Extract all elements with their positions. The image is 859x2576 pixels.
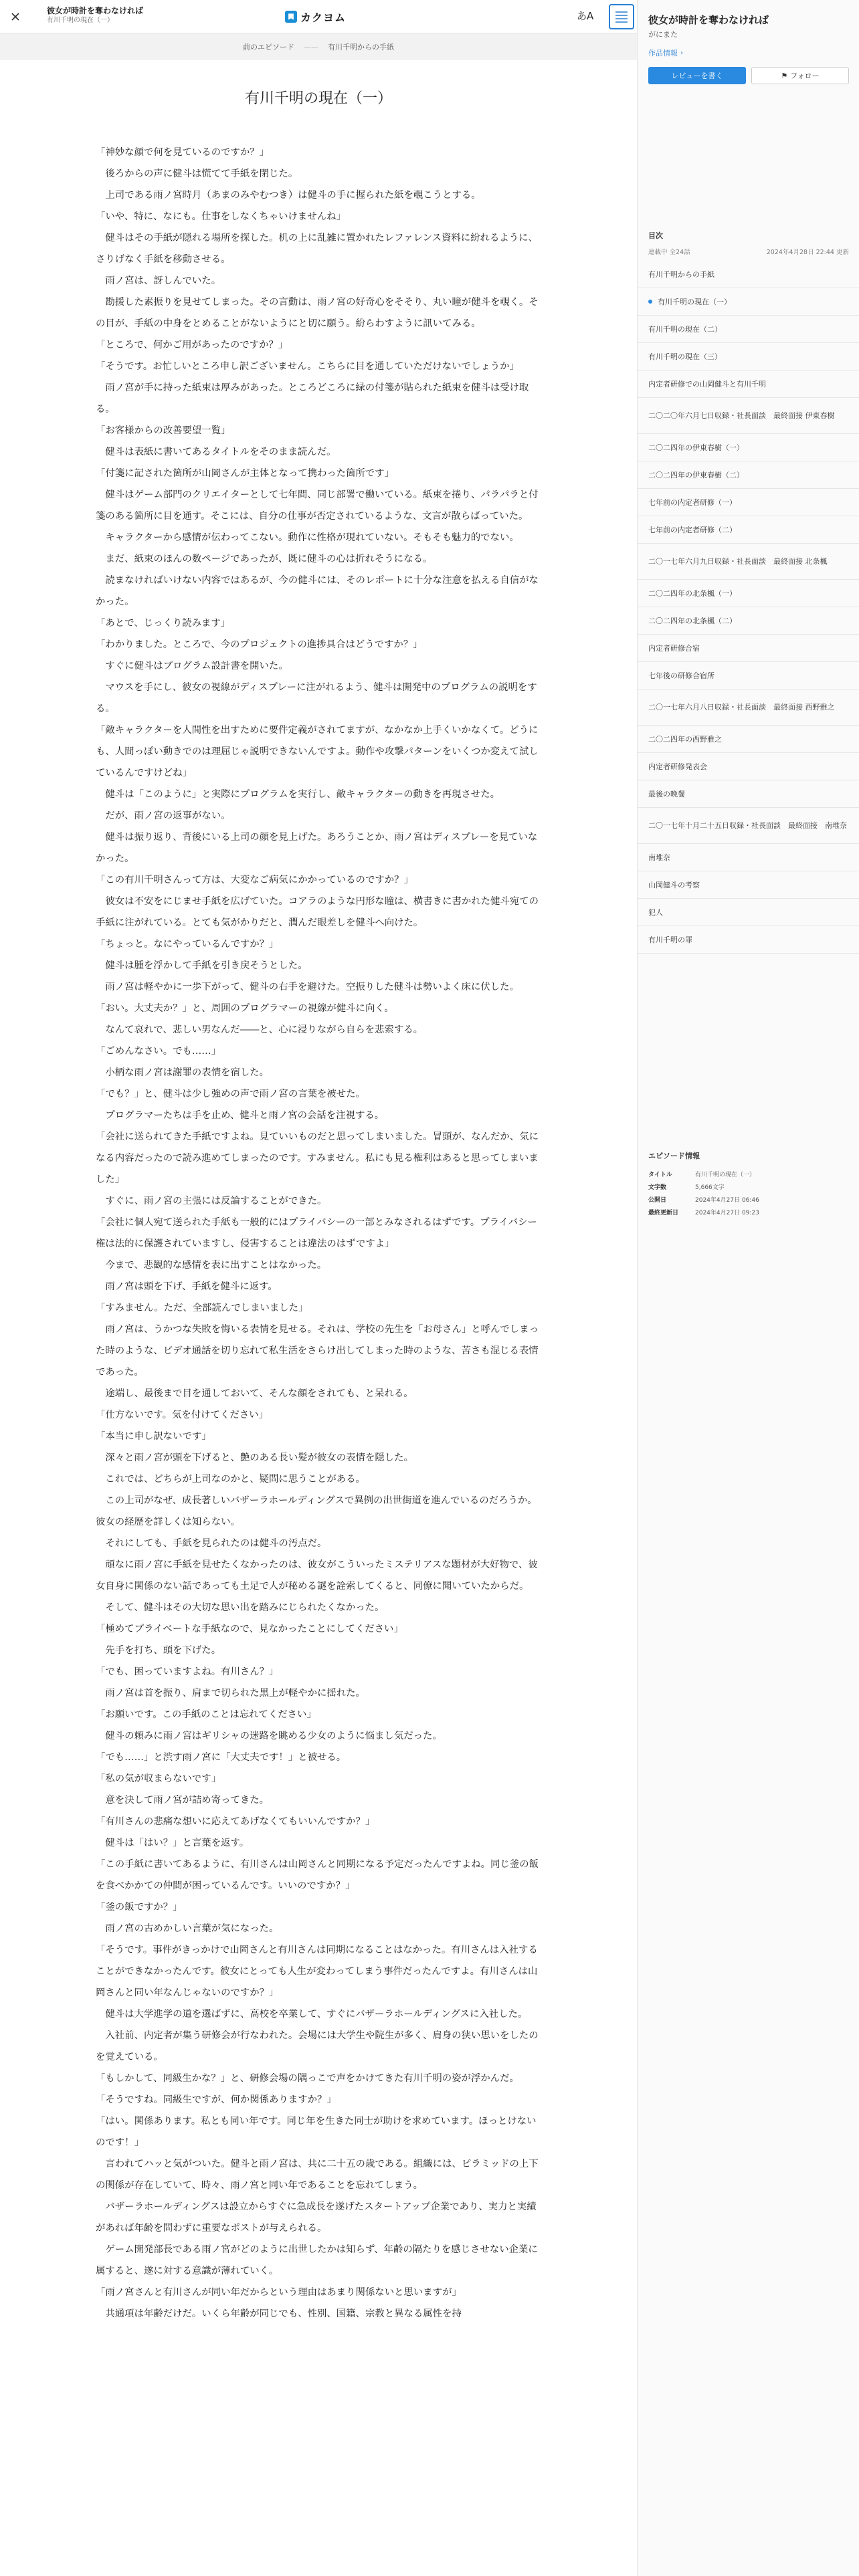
paragraph: 小柄な雨ノ宮は謝罪の表情を宿した。 bbox=[96, 1067, 270, 1078]
paragraph: 深々と雨ノ宮が頭を下げると、艶のある長い髪が彼女の表情を隠した。 bbox=[96, 1453, 413, 1463]
toc-item-label: 有川千明の現在（二） bbox=[648, 324, 722, 334]
paragraph: なんて哀れで、悲しい男なんだ――と、心に浸りながら自らを悲索する。 bbox=[96, 1025, 423, 1035]
paragraph: 「釜の飯ですか？」 bbox=[96, 1902, 183, 1913]
bookmark-icon: ⚑ bbox=[781, 71, 788, 80]
episode-info-key: 文字数 bbox=[648, 1184, 667, 1191]
paragraph: 「はい。関係あります。私とも同い年です。同じ年を生きた同士が助けを求めています。ほっとけないのです！」 bbox=[96, 2116, 537, 2148]
paragraph: 今まで、悲観的な感情を表に出すことはなかった。 bbox=[96, 1260, 327, 1271]
top-header bbox=[0, 0, 637, 33]
toc-updated: 2024年4月28日 22:44 更新 bbox=[766, 249, 849, 256]
toc-item[interactable] bbox=[638, 635, 859, 662]
episode-body bbox=[0, 60, 637, 2576]
site-logo[interactable] bbox=[285, 9, 346, 24]
paragraph: すぐに、雨ノ宮の主張には反論することができた。 bbox=[96, 1196, 327, 1206]
sidebar-work-title[interactable]: 彼女が時計を奪わなければ bbox=[648, 14, 769, 26]
paragraph: 意を決して雨ノ宮が詰め寄ってきた。 bbox=[96, 1795, 270, 1806]
current-episode-dot-icon bbox=[648, 300, 652, 304]
paragraph: 健斗の頼みに雨ノ宮はギリシャの迷路を眺める少女のように悩まし気だった。 bbox=[96, 1731, 442, 1741]
paragraph: 「もしかして、同級生かな？」と、研修会場の隅っこで声をかけてきた有川千明の姿が浮かんだ。 bbox=[96, 2073, 519, 2084]
paragraph: 健斗は大学進学の道を選ばずに、高校を卒業して、すぐにバザーラホールディングスに入社した。 bbox=[96, 2009, 528, 2020]
toc-item[interactable] bbox=[638, 844, 859, 871]
episode-info-value: 有川千明の現在（一） bbox=[695, 1172, 756, 1178]
header-work-info[interactable] bbox=[47, 6, 221, 25]
paragraph: そして、健斗はその大切な思い出を踏みにじられたくなかった。 bbox=[96, 1602, 385, 1613]
paragraph: 「この手紙に書いてあるように、有川さんは山岡さんと同期になる予定だったんですよね。同じ釜の飯を食べかかての仲間が困っているんです。いいのですか？」 bbox=[96, 1859, 539, 1891]
paragraph: 雨ノ宮は首を振り、肩まで切られた黒上が軽やかに揺れた。 bbox=[96, 1688, 365, 1699]
episode-info-row bbox=[648, 1169, 849, 1182]
paragraph: 「お願いです。この手紙のことは忘れてください」 bbox=[96, 1709, 316, 1720]
toc-item[interactable] bbox=[638, 808, 859, 844]
logo-text: カクヨム bbox=[300, 11, 347, 24]
toc-item[interactable] bbox=[638, 398, 859, 434]
paragraph: 雨ノ宮は、うかつな失敗を悔いる表情を見せる。それは、学校の先生を「お母さん」と呼んでしまった時のような、ビデオ通話を切り忘れて私生活をさらけ出してしまった時のような、苦さも混じる表情であった。 bbox=[96, 1324, 539, 1378]
sidebar bbox=[637, 0, 859, 2576]
episode-info-key: 最終更新日 bbox=[648, 1210, 679, 1216]
episode-info-row bbox=[648, 1207, 849, 1220]
toc-item-label: 有川千明の現在（一） bbox=[658, 297, 731, 306]
paragraph: だが、雨ノ宮の返事がない。 bbox=[96, 811, 231, 821]
paragraph: 雨ノ宮は、訝しんでいた。 bbox=[96, 276, 221, 286]
paragraph: 健斗は「はい？」と言葉を返す。 bbox=[96, 1838, 250, 1848]
paragraph: 共通項は年齢だけだ。いくら年齢が同じでも、性別、国籍、宗教と異なる属性を持 bbox=[96, 2309, 462, 2319]
paragraph: 「有川さんの悲痛な想いに応えてあげなくてもいいんですか？」 bbox=[96, 1816, 375, 1827]
menu-button[interactable] bbox=[7, 8, 24, 25]
paragraph: 「この有川千明さんって方は、大変なご病気にかかっているのですか？」 bbox=[96, 875, 413, 885]
paragraph: 「敵キャラクターを人間性を出すために要件定義がされてますが、なかなか上手くいかなくて。どうにも、人間っぽい動きでのは理屈じゃ説明できないんですよ。動作や攻撃パターンをいくつか変えて試しているんですけどね」 bbox=[96, 725, 539, 778]
prev-episode-title-link[interactable]: 有川千明からの手紙 bbox=[328, 43, 394, 51]
toc-item-label: 二〇二四年の伊東春樹（二） bbox=[648, 470, 744, 479]
toc-item-label: 最後の晩餐 bbox=[648, 789, 685, 798]
paragraph: 先手を打ち、頭を下げた。 bbox=[96, 1645, 221, 1656]
toc-item-label: 二〇二〇年六月七日収録・社長面談 最終面接 伊東春樹 bbox=[648, 411, 835, 420]
paragraph: 「ごめんなさい。でも……」 bbox=[96, 1046, 221, 1057]
paragraph: 「会社に送られてきた手紙ですよね。見ていいものだと思ってしまいました。冒頭が、なんだか、気になる内容だったので読み進めてしまったのです。すみません。私にも見る権利はあると思ってしまいました」 bbox=[96, 1132, 539, 1185]
episode-info-value: 2024年4月27日 06:46 bbox=[695, 1197, 759, 1204]
sidebar-actions bbox=[648, 67, 849, 84]
toc-item[interactable] bbox=[638, 370, 859, 398]
toc-item-label: 内定者研修合宿 bbox=[648, 643, 700, 653]
episode-info-table bbox=[648, 1169, 849, 1220]
paragraph: 健斗は表紙に書いてあるタイトルをそのまま読んだ。 bbox=[96, 447, 337, 457]
toc-item[interactable] bbox=[638, 516, 859, 544]
chevron-right-icon: › bbox=[680, 49, 683, 57]
paragraph: 「いや、特に、なにも。仕事をしなくちゃいけませんね」 bbox=[96, 211, 346, 222]
paragraph: 健斗は振り返り、背後にいる上司の顔を見上げた。あろうことか、雨ノ宮はディスプレーを見ていなかった。 bbox=[96, 832, 538, 864]
paragraph: まだ、紙束のほんの数ページであったが、既に健斗の心は折れそうになる。 bbox=[96, 554, 433, 564]
paragraph: 彼女は不安をにじませ手紙を広げていた。コアラのような円形な瞳は、横書きに書かれた健斗宛ての手紙に注がれている。とても気がかりだと、潤んだ眼差しを健斗へ向けた。 bbox=[96, 896, 539, 928]
toc-item-label: 七年前の内定者研修（一） bbox=[648, 498, 737, 507]
episode-info-row bbox=[648, 1194, 849, 1207]
paragraph: マウスを手にし、彼女の視線がディスプレーに注がれるよう、健斗は開発中のプログラムの説明をする。 bbox=[96, 682, 537, 714]
toc-item[interactable] bbox=[638, 926, 859, 954]
toc-item-label: 有川千明からの手紙 bbox=[648, 270, 714, 279]
episode-info-key: タイトル bbox=[648, 1172, 672, 1178]
episode-text bbox=[96, 142, 541, 2325]
toc-item-label: 有川千明の罪 bbox=[648, 935, 692, 944]
toc-item[interactable] bbox=[638, 461, 859, 489]
sidebar-work-header bbox=[648, 13, 849, 58]
toc-item-label: 内定者研修での山岡健斗と有川千明 bbox=[648, 379, 766, 389]
toc-item[interactable] bbox=[638, 343, 859, 370]
paragraph: 「私の気が収まらないです」 bbox=[96, 1774, 221, 1784]
toc-item-label: 二〇一七年六月九日収録・社長面談 最終面接 北条楓 bbox=[648, 557, 828, 566]
toc-item[interactable] bbox=[638, 753, 859, 780]
toc-item[interactable] bbox=[638, 261, 859, 288]
paragraph: ゲーム開発部長である雨ノ宮がどのように出世したかは知らず、年齢の隔たりを感じさせない企業に属すると、遂に対する意識が薄れていく。 bbox=[96, 2244, 538, 2276]
paragraph: 「お客様からの改善要望一覧」 bbox=[96, 425, 231, 436]
paragraph: プログラマーたちは手を止め、健斗と雨ノ宮の会話を注視する。 bbox=[96, 1110, 385, 1121]
episode-info-value: 2024年4月27日 09:23 bbox=[695, 1210, 759, 1216]
work-info-label: 作品情報 bbox=[648, 49, 678, 58]
paragraph: バザーラホールディングスは設立からすぐに急成長を遂げたスタートアップ企業であり、実力と実績があれば年齢を問わずに重要なポストが与えられる。 bbox=[96, 2202, 537, 2234]
paragraph: 「でも……」と渋す雨ノ宮に「大丈夫です！」と被せる。 bbox=[96, 1752, 347, 1763]
paragraph: 「でも、困っていますよね。有川さん？」 bbox=[96, 1667, 279, 1677]
paragraph: 途端し、最後まで目を通しておいて、そんな顔をされても、と呆れる。 bbox=[96, 1388, 413, 1399]
header-episode-title: 有川千明の現在（一） bbox=[47, 17, 114, 24]
paragraph: 「でも？」と、健斗は少し強めの声で雨ノ宮の言葉を被せた。 bbox=[96, 1089, 365, 1099]
toc-item-label: 七年後の研修合宿所 bbox=[648, 671, 714, 680]
nav-divider: —— bbox=[304, 42, 318, 51]
paragraph: 「わかりました。ところで、今のプロジェクトの進捗具合はどうですか？」 bbox=[96, 639, 423, 650]
header-work-title: 彼女が時計を奪わなければ bbox=[47, 6, 144, 15]
episode-title: 有川千明の現在（一） bbox=[244, 90, 392, 107]
toc-label: 目次 bbox=[648, 231, 663, 240]
sidebar-author[interactable]: がにまた bbox=[648, 30, 678, 39]
font-settings-button[interactable]: あA bbox=[577, 10, 594, 22]
toc-item-label: 山岡健斗の考察 bbox=[648, 880, 700, 889]
paragraph: 雨ノ宮は頭を下げ、手紙を健斗に返す。 bbox=[96, 1281, 278, 1292]
paragraph: 雨ノ宮の古めかしい言葉が気になった。 bbox=[96, 1923, 279, 1934]
paragraph: すぐに健斗はプログラム設計書を開いた。 bbox=[96, 661, 288, 671]
follow-button[interactable] bbox=[751, 67, 849, 84]
toc-item-label: 二〇一七年六月八日収録・社長面談 最終面接 西野雅之 bbox=[648, 703, 835, 712]
toc-item-label: 内定者研修発表会 bbox=[648, 762, 707, 771]
paragraph: 「そうです。お忙しいところ申し訳ございません。こちらに目を通していただけないでしょうか」 bbox=[96, 361, 519, 372]
paragraph: 「そうです。事件がきっかけで山岡さんと有川さんは同期になることはなかった。有川さんは入社することができなかったんです。彼女にとっても人生が変わってしまう事件だったんですよ。有川さんは山岡さんと同い年なんじゃないのですか？」 bbox=[96, 1945, 538, 1998]
paragraph: 上司である雨ノ宮時月（あまのみやむつき）は健斗の手に握られた紙を覗こうとする。 bbox=[96, 190, 481, 201]
episode-nav bbox=[0, 33, 637, 60]
paragraph: 健斗はゲーム部門のクリエイターとして七年間、同じ部署で働いている。紙束を捲り、パラパラと付箋のある箇所に目を通す。そこには、自分の仕事が否定されているような、文言が散らばっていた。 bbox=[96, 490, 539, 522]
toc-item[interactable] bbox=[638, 662, 859, 689]
episode-info-row bbox=[648, 1182, 849, 1194]
list-icon bbox=[615, 11, 628, 23]
toc-list bbox=[638, 261, 859, 954]
paragraph: それにしても、手紙を見られたのは健斗の汚点だ。 bbox=[96, 1538, 327, 1549]
prev-episode-link[interactable]: 前のエピソード bbox=[243, 43, 294, 51]
toc-item[interactable] bbox=[638, 726, 859, 753]
paragraph: 読まなければいけない内容ではあるが、今の健斗には、そのレポートに十分な注意を払える自信がなかった。 bbox=[96, 575, 539, 607]
paragraph: 健斗は腫を浮かして手紙を引き戻そうとした。 bbox=[96, 960, 308, 971]
toc-item[interactable] bbox=[638, 288, 859, 316]
toc-item[interactable] bbox=[638, 899, 859, 926]
paragraph: 「ところで、何かご用があったのですか？」 bbox=[96, 340, 288, 350]
toc-item[interactable] bbox=[638, 871, 859, 899]
paragraph: 雨ノ宮は軽やかに一歩下がって、健斗の右手を避けた。空振りした健斗は勢いよく床に伏した。 bbox=[96, 982, 519, 992]
toc-item-label: 二〇二四年の北条楓（一） bbox=[648, 588, 737, 598]
toc-toggle-button[interactable] bbox=[609, 4, 634, 29]
paragraph: 「そうですね。同級生ですが、何か関係ありますか？」 bbox=[96, 2095, 337, 2105]
paragraph: 「すみません。ただ、全部読んでしまいました」 bbox=[96, 1303, 308, 1313]
paragraph: 頑なに雨ノ宮に手紙を見せたくなかったのは、彼女がこういったミステリアスな題材が大好物で、彼女自身に関係のない話であっても土足で人が秘める謎を詮索してくると、同僚に聞いていたからだ。 bbox=[96, 1560, 538, 1592]
toc-item[interactable] bbox=[638, 544, 859, 580]
episode-info-value: 5,666文字 bbox=[695, 1184, 725, 1191]
paragraph: 「あとで、じっくり読みます」 bbox=[96, 618, 231, 629]
paragraph: 健斗はその手紙が隠れる場所を探した。机の上に乱雑に置かれたレファレンス資料に紛れるように、さりげなく手紙を移動させる。 bbox=[96, 233, 538, 265]
episode-info-key: 公開日 bbox=[648, 1197, 667, 1204]
paragraph: 「雨ノ宮さんと有川さんが同い年だからという理由はあまり関係ないと思いますが」 bbox=[96, 2287, 462, 2298]
toc-header bbox=[648, 230, 849, 256]
toc-item-label: 二〇二四年の伊東春樹（一） bbox=[648, 443, 744, 452]
paragraph: 「会社に個人宛て送られた手紙も一般的にはプライバシーの一部とみなされるはずです。プライバシー権は法的に保護されていますし、侵害することは違法のはずですよ」 bbox=[96, 1217, 537, 1249]
paragraph: 雨ノ宮が手に持った紙束は厚みがあった。ところどころに緑の付箋が貼られた紙束を健斗は受け取る。 bbox=[96, 383, 529, 415]
episode-info-label: エピソード情報 bbox=[648, 1152, 700, 1160]
paragraph: 「極めてプライベートな手紙なので、見なかったことにしてください」 bbox=[96, 1624, 403, 1634]
paragraph: キャラクターから感情が伝わってこない。動作に性格が現れていない。そもそも魅力的でない。 bbox=[96, 532, 519, 543]
toc-meta bbox=[648, 247, 849, 256]
toc-item-label: 犯人 bbox=[648, 907, 663, 917]
paragraph: 「おい。大丈夫か？」と、周囲のプログラマーの視線が健斗に向く。 bbox=[96, 1003, 394, 1014]
episode-info bbox=[648, 1150, 849, 1220]
paragraph: 勘援した素振りを見せてしまった。その言動は、雨ノ宮の好奇心をそそり、丸い瞳が健斗を覗く。その目が、手紙の中身をとめることがないようにと切に願う。紛らわすように訊いてみる。 bbox=[96, 297, 539, 329]
toc-item[interactable] bbox=[638, 316, 859, 343]
toc-item[interactable] bbox=[638, 489, 859, 516]
toc-item-label: 二〇二四年の西野雅之 bbox=[648, 734, 722, 744]
toc-status: 連載中 全24話 bbox=[648, 249, 690, 256]
toc-item-label: 有川千明の現在（三） bbox=[648, 352, 722, 361]
work-info-link[interactable] bbox=[648, 47, 849, 58]
toc-item-label: 二〇二四年の北条楓（二） bbox=[648, 616, 737, 625]
toc-item[interactable] bbox=[638, 689, 859, 726]
paragraph: この上司がなぜ、成長著しいバザーラホールディングスで異例の出世街道を進んでいるのだろうか。彼女の経歴を詳しくは知らない。 bbox=[96, 1495, 537, 1527]
toc-item[interactable] bbox=[638, 780, 859, 808]
follow-label: フォロー bbox=[790, 72, 820, 80]
toc-item[interactable] bbox=[638, 434, 859, 461]
paragraph: 「仕方ないです。気を付けてください」 bbox=[96, 1410, 268, 1420]
write-review-button[interactable]: レビューを書く bbox=[648, 67, 746, 84]
toc-item-label: 二〇一七年十月二十五日収録・社長面談 最終面接 南堆奈 bbox=[648, 821, 847, 830]
toc-item[interactable] bbox=[638, 607, 859, 635]
paragraph: 入社前、内定者が集う研修会が行なわれた。会場には大学生や院生が多く、肩身の狭い思いをしたのを覚えている。 bbox=[96, 2030, 539, 2062]
paragraph: 「付箋に記された箇所が山岡さんが主体となって携わった箇所です」 bbox=[96, 468, 394, 479]
paragraph: 後ろからの声に健斗は慌てて手紙を閉じた。 bbox=[96, 169, 298, 179]
paragraph: 「ちょっと。なにやっているんですか？」 bbox=[96, 939, 279, 950]
toc-item[interactable] bbox=[638, 580, 859, 607]
toc-item-label: 南堆奈 bbox=[648, 853, 670, 862]
paragraph: 健斗は「このように」と実際にプログラムを実行し、敵キャラクターの動きを再現させた。 bbox=[96, 789, 500, 800]
toc-item-label: 七年前の内定者研修（二） bbox=[648, 525, 737, 534]
logo-icon bbox=[285, 11, 297, 23]
paragraph: 言われてハッと気がついた。健斗と雨ノ宮は、共に二十五の歳である。組織には、ピラミッドの上下の関係が存在していて、時々、雨ノ宮と同い年であることを忘れてしまう。 bbox=[96, 2159, 539, 2191]
paragraph: 「神妙な顔で何を見ているのですか？」 bbox=[96, 147, 270, 158]
paragraph: 「本当に申し訳ないです」 bbox=[96, 1431, 211, 1442]
paragraph: これでは、どちらが上司なのかと、疑問に思うことがある。 bbox=[96, 1474, 365, 1485]
close-icon bbox=[10, 11, 21, 22]
